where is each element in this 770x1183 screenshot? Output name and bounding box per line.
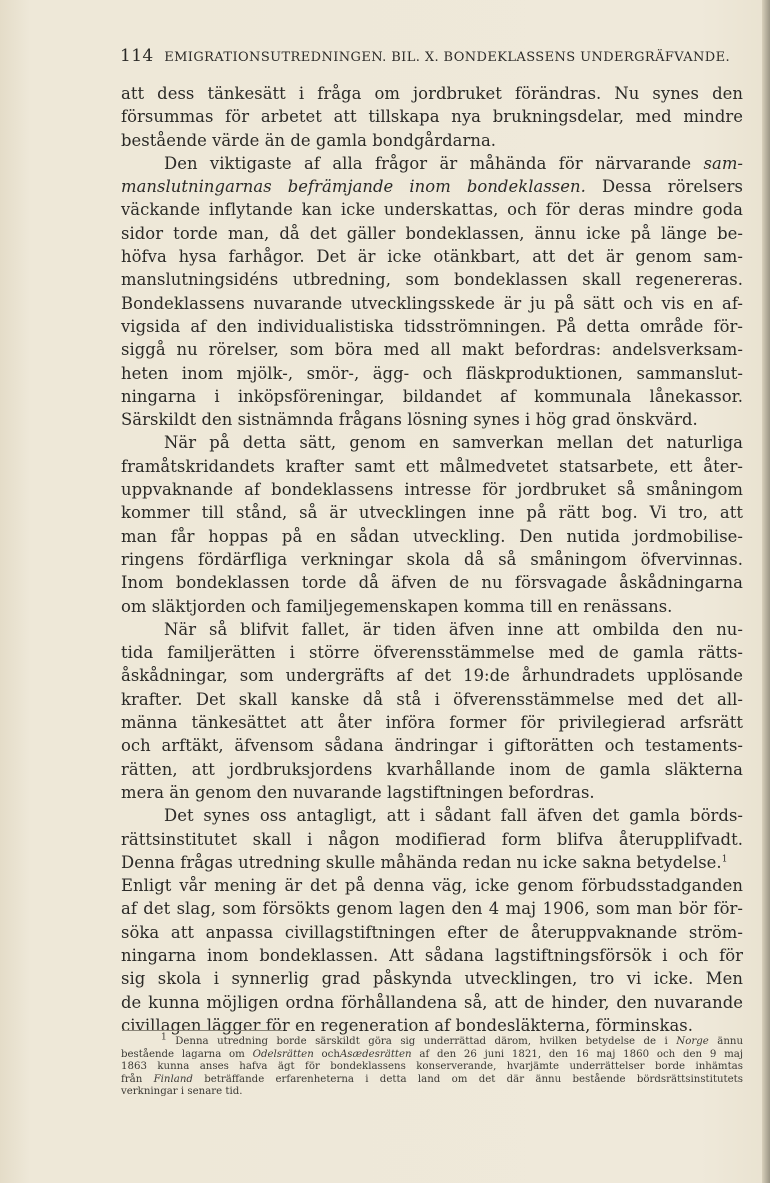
text-line: ningarna inom bondeklassen. Att sådana lagstiftningsförsök i och för	[121, 945, 743, 965]
text-line: de kunna möjligen ordna förhållandena så, att de hinder, den nuvarande	[121, 992, 743, 1012]
text-line: Inom bondeklassen torde då äfven de nu försvagade åskådningarna	[121, 573, 743, 593]
text-line: heten inom mjölk-, smör-, ägg- och fläskproduktionen, sammanslut-	[121, 363, 743, 383]
text-line: uppvaknande af bondeklassens intresse för jordbruket så småningom	[121, 480, 743, 500]
footnote-line: 1863 kunna anses hafva ägt för bondeklassens konserverande, hvarjämte underrättelser borde inhämtas	[121, 1061, 743, 1072]
text-line: kommer till stånd, så är utvecklingen inne på rätt bog. Vi tro, att	[121, 503, 743, 523]
footnote	[121, 1032, 744, 1099]
text-line: sidor torde man, då det gäller bondeklassen, ännu icke på länge be-	[121, 223, 743, 243]
text-line: ningarna i inköpsföreningar, bildandet af kommunala lånekassor.	[121, 386, 743, 406]
footnote-divider	[122, 1030, 282, 1031]
text-line: När så blifvit fallet, är tiden äfven inne att ombilda den nu-	[164, 619, 743, 639]
running-title: EMIGRATIONSUTREDNINGEN. BIL. X. BONDEKLASSENS UNDERGRÄFVANDE.	[164, 50, 731, 65]
footnote-marker: 1	[721, 854, 728, 865]
page-number: 114	[120, 46, 154, 66]
text-line: Särskildt den sistnämnda frågans lösning synes i hög grad önskvärd.	[121, 410, 698, 430]
text-line: att dess tänkesätt i fråga om jordbruket förändras. Nu synes den	[121, 84, 743, 103]
footnote-line: från Finland beträffande erfarenheterna i detta land om det där ännu bestående bördsrättsinstitutets	[121, 1073, 743, 1085]
text-line: Enligt vår mening är det på denna väg, icke genom förbudsstadganden	[121, 876, 743, 896]
text-line: om släktjorden och familjegemenskapen komma till en renässans.	[121, 596, 673, 616]
text-line: manslutningsidéns utbredning, som bondeklassen skall regenereras.	[121, 270, 743, 290]
text-line: rättsinstitutet skall i någon modifierad form blifva återupplifvadt.	[121, 829, 743, 849]
footnote-line: verkningar i senare tid.	[121, 1086, 243, 1097]
text-line: sig skola i synnerlig grad påskynda utvecklingen, tro vi icke. Men	[121, 969, 743, 989]
text-line: Det synes oss antagligt, att i sådant fall äfven det gamla börds-	[164, 806, 743, 826]
text-line: vigsida af den individualistiska tidsströmningen. På detta område för-	[121, 316, 743, 336]
text-line: framåtskridandets krafter samt ett målmedvetet statsarbete, ett åter-	[121, 456, 743, 476]
text-line: man får hoppas på en sådan utveckling. Den nutida jordmobilise-	[121, 526, 743, 546]
text-line: siggå nu rörelser, som böra med all makt befordras: andelsverksam-	[121, 340, 743, 360]
text-line: manslutningarnas befrämjande inom bondeklassen. Dessa rörelsers	[121, 177, 744, 197]
text-line: tida familjerätten i större öfverensstämmelse med de gamla rätts-	[121, 643, 743, 663]
text-line: männa tänkesättet att åter införa former för privilegierad arfsrätt	[121, 713, 743, 733]
text-line: rätten, att jordbruksjordens kvarhållande inom de gamla släkterna	[121, 759, 743, 779]
text-line: och arftäkt, äfvensom sådana ändringar i giftorätten och testaments-	[121, 736, 743, 756]
text-line: af det slag, som försökts genom lagen den 4 maj 1906, som man bör för-	[121, 899, 743, 919]
body-text	[121, 82, 743, 1037]
text-line: väckande inflytande kan icke underskattas, och för deras mindre goda	[121, 200, 743, 220]
text-line: åskådningar, som undergräfts af det 19:de århundradets upplösande	[121, 666, 743, 686]
footnote-line: $^1$ Denna utredning borde särskildt göra sig underrättad därom, hvilken betydelse de i Norge ännu	[161, 1032, 744, 1047]
text-line: ringens fördärfliga verkningar skola då så småningom öfvervinnas.	[121, 549, 743, 569]
text-line: krafter. Det skall kanske då stå i öfverensstämmelse med det all-	[121, 689, 743, 709]
text-line: höfva hysa farhågor. Det är icke otänkbart, att det är genom sam-	[121, 247, 743, 267]
text-line: söka att anpassa civillagstiftningen efter de återuppvaknande ström-	[121, 922, 743, 942]
text-line: civillagen lägger för en regeneration af bondesläkterna, förminskas.	[121, 1015, 694, 1035]
text-line: När på detta sätt, genom en samverkan mellan det naturliga	[164, 433, 743, 453]
text-line: mera än genom den nuvarande lagstiftningen befordras.	[121, 782, 595, 802]
text-line: Denna frågas utredning skulle måhända redan nu icke sakna betydelse.$^1$	[121, 852, 728, 872]
running-header	[120, 46, 750, 66]
book-spine-edge	[762, 0, 770, 1183]
footnote-line: bestående lagarna om Odelsrätten ochAsædesrätten af den 26 juni 1821, den 16 maj 1860 och den 9 maj	[121, 1048, 744, 1060]
text-line: bestående värde än de gamla bondgårdarna.	[121, 130, 497, 150]
text-line: försummas för arbetet att tillskapa nya brukningsdelar, med mindre	[121, 107, 743, 127]
text-line: Den viktigaste af alla frågor är måhända för närvarande sam-	[164, 153, 743, 173]
text-line: Bondeklassens nuvarande utvecklingsskede är ju på sätt och vis en af-	[121, 293, 743, 313]
